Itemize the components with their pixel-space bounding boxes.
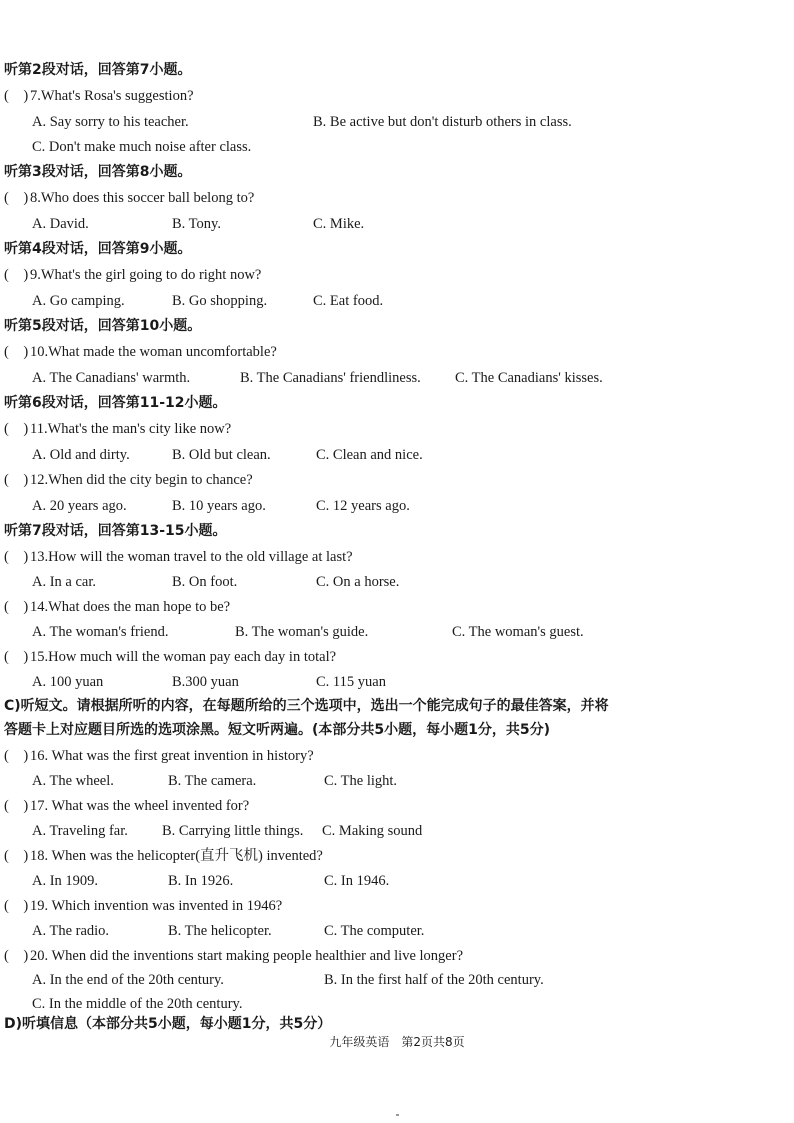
option-a: A. Traveling far.	[32, 823, 128, 839]
options-15	[0, 670, 794, 695]
question-text: 17. What was the wheel invented for?	[30, 798, 250, 814]
options-7-c	[0, 135, 794, 160]
option-b: B. Go shopping.	[172, 293, 268, 309]
options-7	[0, 110, 794, 135]
question-text: 8.Who does this soccer ball belong to?	[30, 190, 255, 206]
option-c: C. The Canadians' kisses.	[455, 370, 603, 386]
answer-blank[interactable]: ( )	[4, 267, 29, 283]
section-c-instructions: C)听短文。请根据所听的内容，在每题所给的三个选项中，选出一个能完成句子的最佳答案，并将	[4, 698, 609, 714]
answer-blank[interactable]: ( )	[4, 798, 29, 814]
question-14	[0, 595, 794, 620]
option-a: A. 100 yuan	[32, 674, 104, 690]
question-text: 14.What does the man hope to be?	[30, 599, 231, 615]
options-14	[0, 620, 794, 645]
question-text: 18. When was the helicopter(直升飞机) invented?	[30, 848, 323, 864]
question-text: 12.When did the city begin to chance?	[30, 472, 253, 488]
question-9	[0, 263, 794, 288]
answer-blank[interactable]: ( )	[4, 549, 29, 565]
option-c: C. In 1946.	[324, 873, 390, 889]
option-c: C. Clean and nice.	[316, 447, 423, 463]
options-12	[0, 494, 794, 519]
option-b: B. The woman's guide.	[235, 624, 369, 640]
option-b: B. The helicopter.	[168, 923, 272, 939]
option-c: C. Eat food.	[313, 293, 384, 309]
section-heading-7: 听第7段对话，回答第13-15小题。	[4, 523, 227, 539]
option-a: A. 20 years ago.	[32, 498, 127, 514]
options-9	[0, 289, 794, 314]
option-b: B.300 yuan	[172, 674, 239, 690]
section-heading-6: 听第6段对话，回答第11-12小题。	[4, 395, 227, 411]
question-20	[0, 944, 794, 969]
option-c: C. Making sound	[322, 823, 423, 839]
option-a: A. Old and dirty.	[32, 447, 130, 463]
options-8	[0, 212, 794, 237]
option-c: C. 12 years ago.	[316, 498, 410, 514]
answer-blank[interactable]: ( )	[4, 848, 29, 864]
option-a: A. In the end of the 20th century.	[32, 972, 224, 988]
option-b: B. Old but clean.	[172, 447, 271, 463]
question-text: 19. Which invention was invented in 1946?	[30, 898, 283, 914]
question-18	[0, 844, 794, 869]
option-a: A. The Canadians' warmth.	[32, 370, 191, 386]
option-c: C. The light.	[324, 773, 398, 789]
option-b: B. In 1926.	[168, 873, 234, 889]
answer-blank[interactable]: ( )	[4, 88, 29, 104]
option-b: B. In the first half of the 20th century.	[324, 972, 544, 988]
options-11	[0, 443, 794, 468]
question-text: 9.What's the girl going to do right now?	[30, 267, 262, 283]
option-c: C. 115 yuan	[316, 674, 386, 690]
option-a: A. In a car.	[32, 574, 97, 590]
question-text: 13.How will the woman travel to the old village at last?	[30, 549, 353, 565]
option-b: B. On foot.	[172, 574, 238, 590]
answer-blank[interactable]: ( )	[4, 599, 29, 615]
section-heading-5: 听第5段对话，回答第10小题。	[4, 318, 202, 334]
answer-blank[interactable]: ( )	[4, 344, 29, 360]
option-a: A. The wheel.	[32, 773, 114, 789]
option-c: C. On a horse.	[316, 574, 400, 590]
question-7	[0, 84, 794, 109]
option-a: A. The woman's friend.	[32, 624, 169, 640]
question-17	[0, 794, 794, 819]
question-text: 20. When did the inventions start making people healthier and live longer?	[30, 948, 464, 964]
scan-speck	[396, 1114, 399, 1116]
page-footer: 九年级英语 第2页共8页	[329, 1035, 465, 1049]
option-c: C. The woman's guest.	[452, 624, 584, 640]
options-17	[0, 819, 794, 844]
question-11	[0, 417, 794, 442]
answer-blank[interactable]: ( )	[4, 190, 29, 206]
answer-blank[interactable]: ( )	[4, 472, 29, 488]
question-16	[0, 744, 794, 769]
option-a: A. Say sorry to his teacher.	[32, 114, 189, 130]
option-c: C. In the middle of the 20th century.	[32, 996, 243, 1012]
answer-blank[interactable]: ( )	[4, 948, 29, 964]
section-heading-2: 听第2段对话，回答第7小题。	[4, 62, 192, 78]
question-13	[0, 545, 794, 570]
question-text: 15.How much will the woman pay each day in total?	[30, 649, 337, 665]
option-c: C. Mike.	[313, 216, 365, 232]
option-b: B. The camera.	[168, 773, 257, 789]
options-19	[0, 919, 794, 944]
question-text: 10.What made the woman uncomfortable?	[30, 344, 277, 360]
answer-blank[interactable]: ( )	[4, 649, 29, 665]
option-b: B. Carrying little things.	[162, 823, 304, 839]
answer-blank[interactable]: ( )	[4, 748, 29, 764]
question-12	[0, 468, 794, 493]
question-text: 11.What's the man's city like now?	[30, 421, 232, 437]
options-18	[0, 869, 794, 894]
question-8	[0, 186, 794, 211]
section-heading-3: 听第3段对话，回答第8小题。	[4, 164, 192, 180]
answer-blank[interactable]: ( )	[4, 421, 29, 437]
options-20	[0, 968, 794, 993]
question-10	[0, 340, 794, 365]
answer-blank[interactable]: ( )	[4, 898, 29, 914]
option-b: B. The Canadians' friendliness.	[240, 370, 421, 386]
option-b: B. Tony.	[172, 216, 221, 232]
options-16	[0, 769, 794, 794]
options-13	[0, 570, 794, 595]
question-text: 7.What's Rosa's suggestion?	[30, 88, 194, 104]
section-heading-4: 听第4段对话，回答第9小题。	[4, 241, 192, 257]
option-c: C. The computer.	[324, 923, 425, 939]
option-a: A. The radio.	[32, 923, 110, 939]
question-19	[0, 894, 794, 919]
option-c: C. Don't make much noise after class.	[32, 139, 252, 155]
question-text: 16. What was the first great invention in history?	[30, 748, 314, 764]
option-b: B. Be active but don't disturb others in class.	[313, 114, 572, 130]
option-a: A. David.	[32, 216, 89, 232]
question-15	[0, 645, 794, 670]
option-a: A. In 1909.	[32, 873, 99, 889]
option-b: B. 10 years ago.	[172, 498, 266, 514]
option-a: A. Go camping.	[32, 293, 125, 309]
section-d-heading: D)听填信息（本部分共5小题，每小题1分，共5分）	[4, 1016, 332, 1032]
section-c-instructions-2: 答题卡上对应题目所选的选项涂黑。短文听两遍。(本部分共5小题，每小题1分，共5分)	[4, 722, 551, 738]
options-10	[0, 366, 794, 391]
